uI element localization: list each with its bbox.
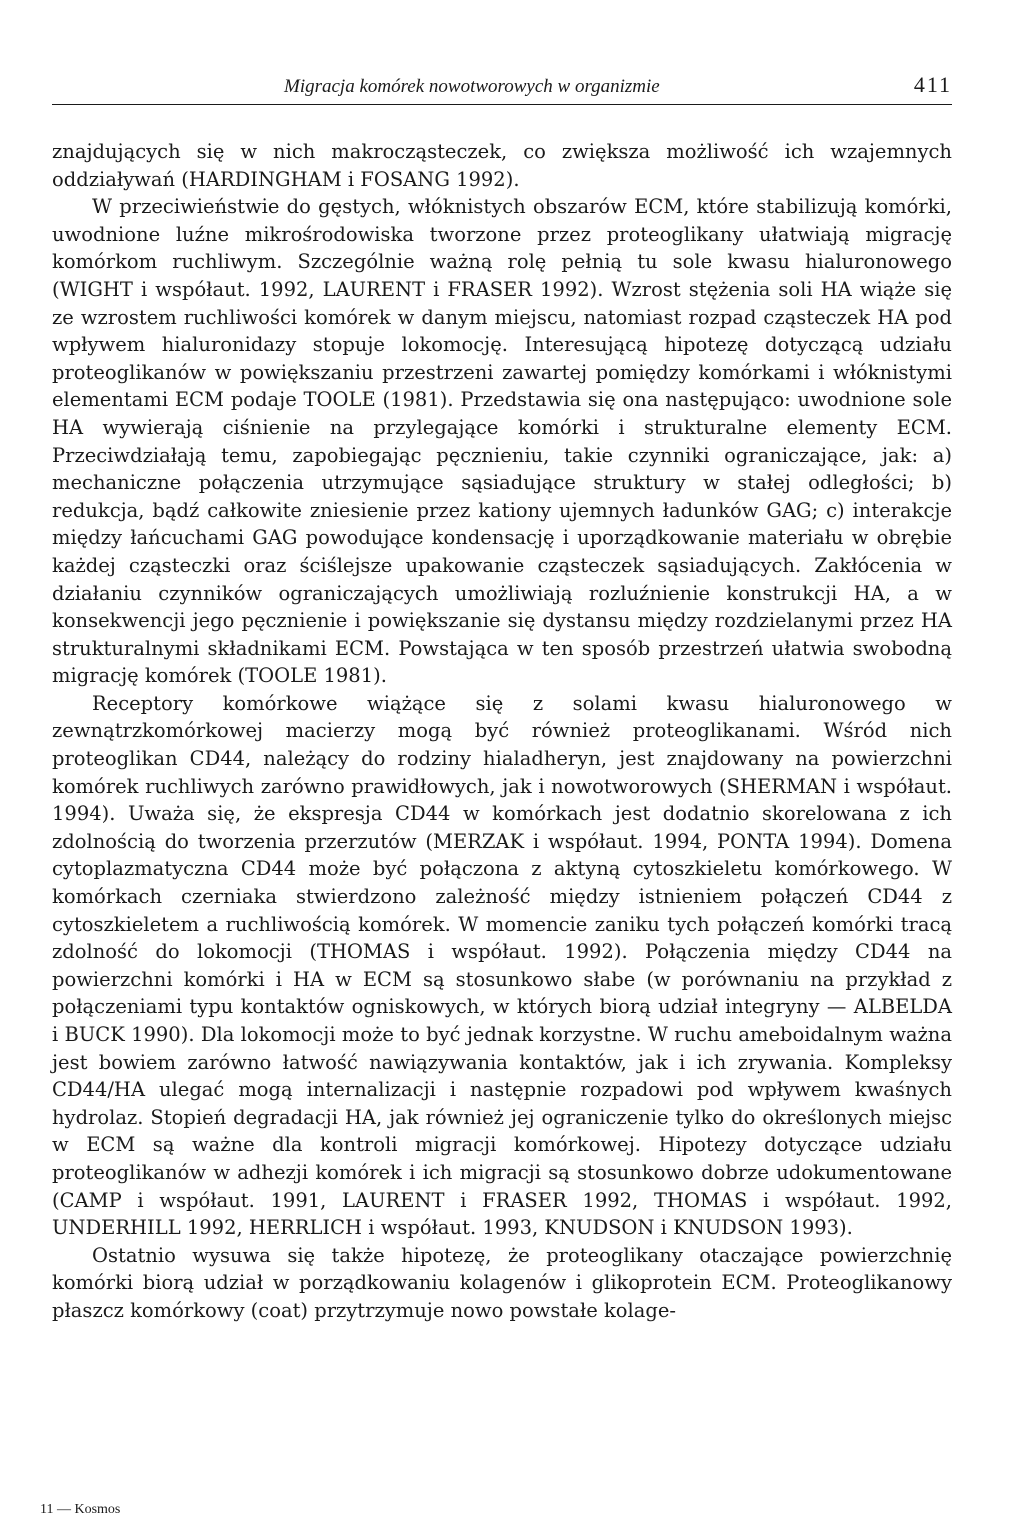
paragraph: Receptory komórkowe wiążące się z solami kwasu hialuronowego w zewnątrzkomórkowej macierzy mogą być również proteoglikanami. Wśród nich proteoglikan CD44, należący do rodziny hialadheryn, jest znajdowany na powierzchni komórek ruchliwych zarówno prawidłowych, jak i nowotworowych (SHERMAN i współaut. 1994). Uważa się, że ekspresja CD44 w komórkach jest dodatnio skorelowana z ich zdolnością do tworzenia przerzutów (MERZAK i współaut. 1994, PONTA 1994). Domena cytoplazmatyczna CD44 może być połączona z aktyną cytoszkieletu komórkowego. W komórkach czerniaka stwierdzono zależność między istnieniem połączeń CD44 z cytoszkieletem a ruchliwością komórek. W momencie zaniku tych połączeń komórki tracą zdolność do lokomocji (THOMAS i współaut. 1992). Połączenia między CD44 na powierzchni komórki i HA w ECM są stosunkowo słabe (w porównaniu na przykład z połączeniami typu kontaktów ogniskowych, w których biorą udział integryny — ALBELDA i BUCK 1990). Dla lokomocji może to być jednak korzystne. W ruchu ameboidalnym ważna jest bowiem zarówno łatwość nawiązywania kontaktów, jak i ich zrywania. Kompleksy CD44/HA ulegać mogą internalizacji i następnie rozpadowi pod wpływem kwaśnych hydrolaz. Stopień degradacji HA, jak również jej ograniczenie tylko do określonych miejsc w ECM są ważne dla kontroli migracji komórkowej. Hipotezy dotyczące udziału proteoglikanów w adhezji komórek i ich migracji są stosunkowo dobrze udokumentowane (CAMP i współaut. 1991, LAURENT i FRASER 1992, THOMAS i współaut. 1992, UNDERHILL 1992, HERRLICH i współaut. 1993, KNUDSON i KNUDSON 1993).: [52, 691, 952, 1240]
page-number: 411: [913, 72, 952, 97]
paragraph: znajdujących się w nich makrocząsteczek, co zwiększa możliwość ich wzajemnych oddziaływań (HARDINGHAM i FOSANG 1992).: [52, 140, 952, 191]
paragraph: Ostatnio wysuwa się także hipotezę, że proteoglikany otaczające powierzchnię komórki biorą udział w porządkowaniu kolagenów i glikoprotein ECM. Proteoglikanowy płaszcz komórkowy (coat) przytrzymuje nowo powstałe kolage-: [52, 1243, 952, 1322]
header-rule: [52, 104, 952, 105]
footer-signature: 11 — Kosmos: [40, 1502, 121, 1517]
paragraph: W przeciwieństwie do gęstych, włóknistych obszarów ECM, które stabilizują komórki, uwodnione luźne mikrośrodowiska tworzone przez proteoglikany ułatwiają migrację komórkom ruchliwym. Szczególnie ważną rolę pełnią tu sole kwasu hialuronowego (WIGHT i współaut. 1992, LAURENT i FRASER 1992). Wzrost stężenia soli HA wiąże się ze wzrostem ruchliwości komórek w danym miejscu, natomiast rozpad cząsteczek HA pod wpływem hialuronidazy stopuje lokomocję. Interesującą hipotezę dotyczącą udziału proteoglikanów w powiększaniu przestrzeni zawartej pomiędzy komórkami i włóknistymi elementami ECM podaje TOOLE (1981). Przedstawia się ona następująco: uwodnione sole HA wywierają ciśnienie na przylegające komórki i strukturalne elementy ECM. Przeciwdziałają temu, zapobiegając pęcznieniu, takie czynniki ograniczające, jak: a) mechaniczne połączenia utrzymujące sąsiadujące struktury w stałej odległości; b) redukcja, bądź całkowite zniesienie przez kationy ujemnych ładunków GAG; c) interakcje między łańcuchami GAG powodujące kondensację i uporządkowanie materiału w obrębie każdej cząsteczki oraz ściślejsze upakowanie cząsteczek sąsiadujących. Zakłócenia w działaniu czynników ograniczających umożliwiają rozluźnienie konstrukcji HA, a w konsekwencji jego pęcznienie i powiększanie się dystansu między rozdzielanymi przez HA strukturalnymi składnikami ECM. Powstająca w ten sposób przestrzeń ułatwia swobodną migrację komórek (TOOLE 1981).: [52, 195, 952, 688]
body-text: [52, 138, 952, 1325]
running-header: [52, 70, 952, 104]
running-title: Migracja komórek nowotworowych w organizmie: [284, 76, 660, 97]
